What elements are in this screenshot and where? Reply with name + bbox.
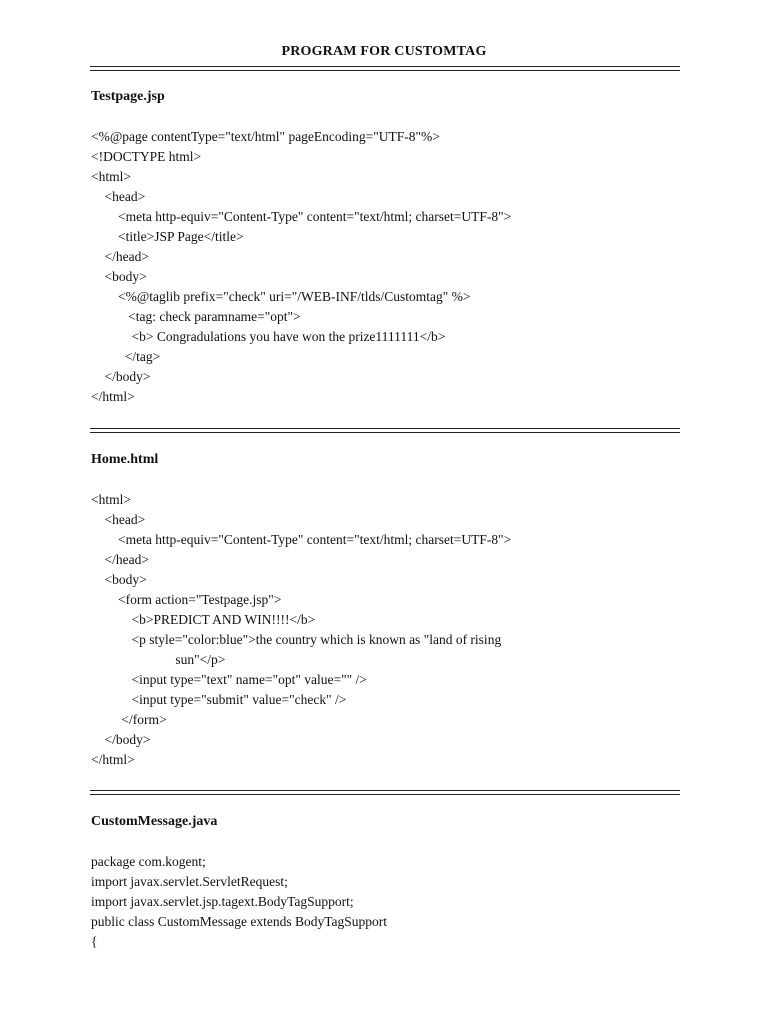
code-line: <b> Congradulations you have won the prize1111111</b>: [91, 329, 446, 344]
code-line: <html>: [91, 169, 131, 184]
code-line: sun"</p>: [91, 652, 226, 667]
code-line: <%@taglib prefix="check" uri="/WEB-INF/tlds/Customtag" %>: [91, 289, 471, 304]
code-line: package com.kogent;: [91, 854, 206, 869]
code-line: <body>: [91, 269, 147, 284]
code-line: <tag: check paramname="opt">: [91, 309, 301, 324]
section-heading-home-html: Home.html: [91, 452, 159, 467]
code-line: </tag>: [91, 349, 161, 364]
code-line: </form>: [91, 712, 167, 727]
code-line: <input type="submit" value="check" />: [91, 692, 347, 707]
code-line: </body>: [91, 732, 151, 747]
section-heading-testpage-jsp: Testpage.jsp: [91, 89, 165, 104]
code-line: <input type="text" name="opt" value="" />: [91, 672, 367, 687]
code-line: {: [91, 934, 98, 949]
code-line: <!DOCTYPE html>: [91, 149, 202, 164]
code-line: <head>: [91, 189, 146, 204]
code-line: </head>: [91, 249, 149, 264]
code-line: import javax.servlet.ServletRequest;: [91, 874, 288, 889]
code-block-testpage-jsp: [91, 127, 511, 407]
code-line: <meta http-equiv="Content-Type" content="text/html; charset=UTF-8">: [91, 532, 512, 547]
code-line: <head>: [91, 512, 146, 527]
code-line: </body>: [91, 369, 151, 384]
code-line: </html>: [91, 752, 135, 767]
code-block-custommessage-java: [91, 852, 387, 952]
code-line: <title>JSP Page</title>: [91, 229, 244, 244]
code-line: </html>: [91, 389, 135, 404]
code-line: public class CustomMessage extends BodyTagSupport: [91, 914, 388, 929]
code-line: <%@page contentType="text/html" pageEncoding="UTF-8"%>: [91, 129, 440, 144]
page-title: PROGRAM FOR CUSTOMTAG: [281, 44, 487, 59]
section-heading-custommessage-java: CustomMessage.java: [91, 814, 218, 829]
code-line: <body>: [91, 572, 147, 587]
code-line: <meta http-equiv="Content-Type" content="text/html; charset=UTF-8">: [91, 209, 512, 224]
double-rule-divider: [90, 66, 680, 71]
double-rule-divider: [90, 790, 680, 795]
code-block-home-html: [91, 490, 511, 770]
code-line: <p style="color:blue">the country which is known as "land of rising: [91, 632, 502, 647]
code-line: <html>: [91, 492, 131, 507]
code-line: </head>: [91, 552, 149, 567]
code-line: <b>PREDICT AND WIN!!!!</b>: [91, 612, 316, 627]
double-rule-divider: [90, 428, 680, 433]
code-line: import javax.servlet.jsp.tagext.BodyTagSupport;: [91, 894, 354, 909]
code-line: <form action="Testpage.jsp">: [91, 592, 282, 607]
